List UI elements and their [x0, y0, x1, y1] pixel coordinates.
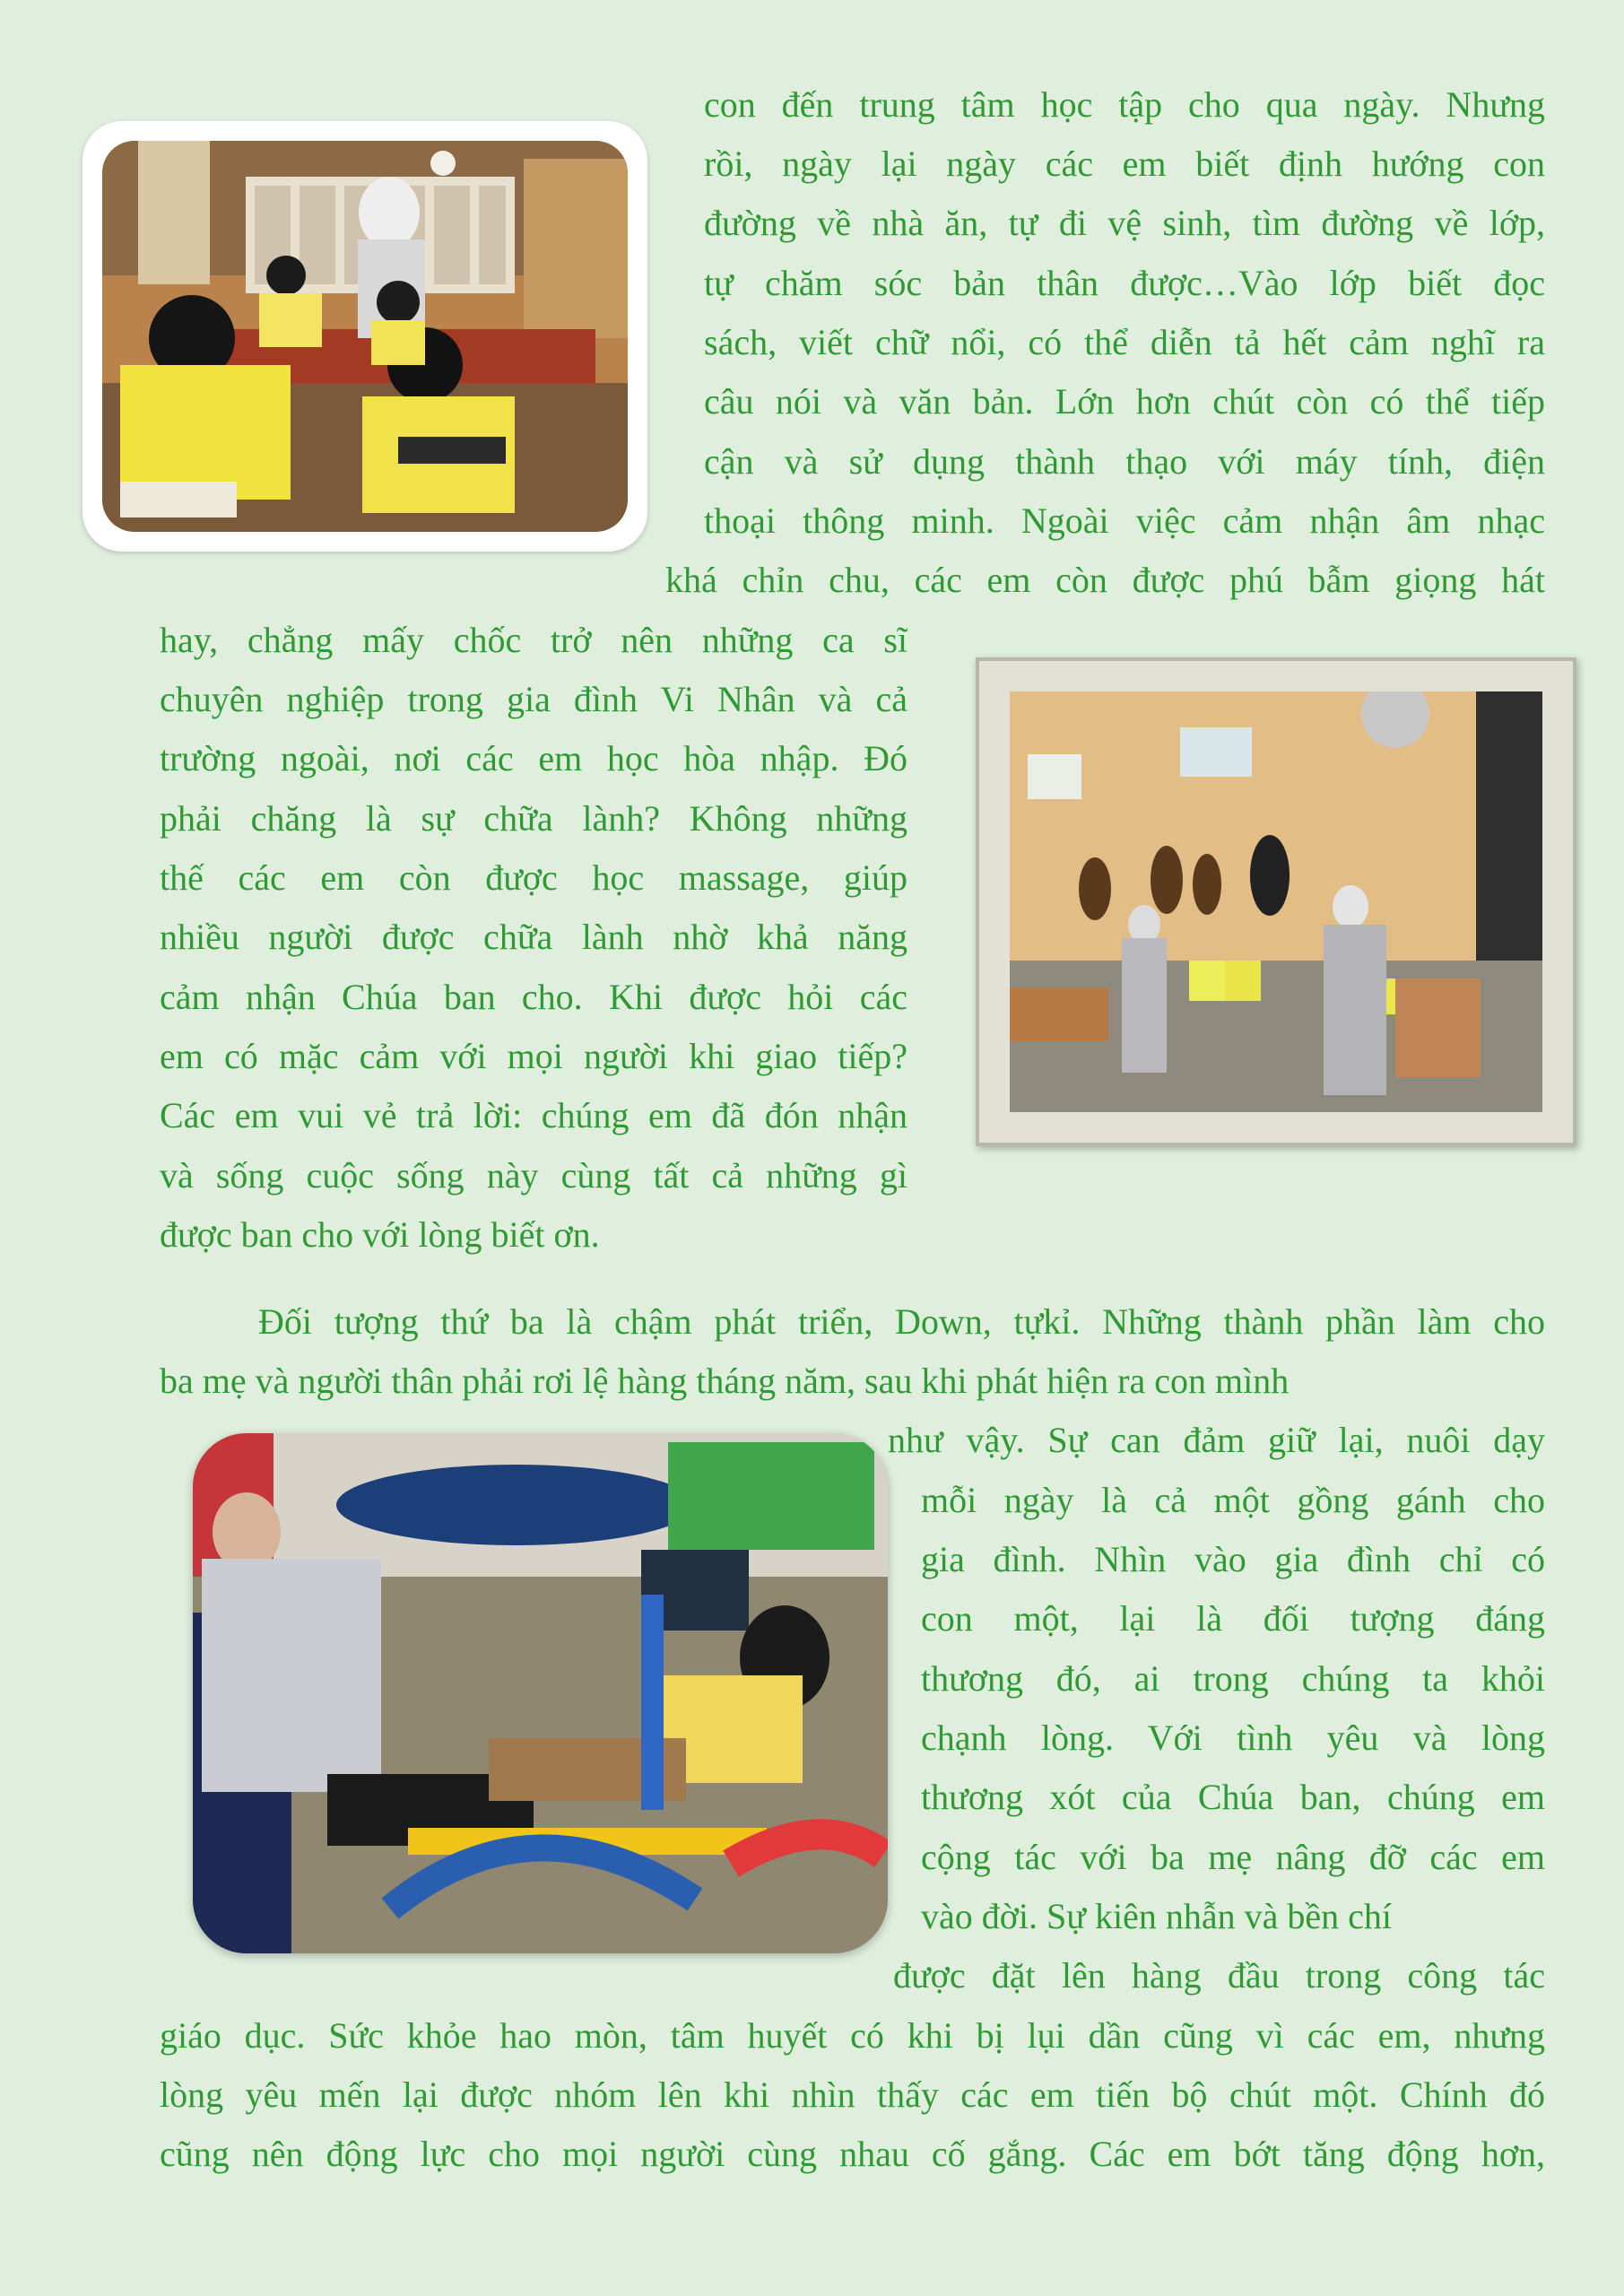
text-line: con một, lại là đối tượng đáng [921, 1598, 1545, 1639]
text-line: lòng yêu mến lại được nhóm lên khi nhìn thấy các em tiến bộ chút một. Chính đó [160, 2074, 1545, 2115]
text-line: và sống cuộc sống này cùng tất cả những gì [160, 1155, 908, 1196]
text-line: em có mặc cảm với mọi người khi giao tiếp? [160, 1036, 908, 1076]
text-line: mỗi ngày là cả một gồng gánh cho [921, 1480, 1545, 1520]
text-line: trường ngoài, nơi các em học hòa nhập. Đó [160, 738, 908, 778]
text-line: gia đình. Nhìn vào gia đình chỉ có [921, 1539, 1545, 1579]
text-line: con đến trung tâm học tập cho qua ngày. Nhưng [704, 84, 1545, 125]
text-line: hay, chẳng mấy chốc trở nên những ca sĩ [160, 620, 908, 660]
text-line: giáo dục. Sức khỏe hao mòn, tâm huyết có khi bị lụi dần cũng vì các em, nhưng [160, 2015, 1545, 2056]
text-line: chạnh lòng. Với tình yêu và lòng [921, 1718, 1545, 1758]
text-line: nhiều người được chữa lành nhờ khả năng [160, 917, 908, 957]
text-line: rồi, ngày lại ngày các em biết định hướng con [704, 144, 1545, 184]
classroom-braille-photo [102, 141, 628, 532]
text-line: cảm nhận Chúa ban cho. Khi được hỏi các [160, 977, 908, 1017]
text-line: Đối tượng thứ ba là chậm phát triển, Down, tựkỉ. Những thành phần làm cho [258, 1301, 1545, 1342]
therapy-room-photo [193, 1433, 888, 1953]
text-line: thương xót của Chúa ban, chúng em [921, 1777, 1545, 1817]
text-line: được ban cho với lòng biết ơn. [160, 1214, 600, 1255]
text-line: khá chỉn chu, các em còn được phú bẫm giọng hát [665, 560, 1545, 600]
text-line: cộng tác với ba mẹ nâng đỡ các em [921, 1837, 1545, 1877]
text-line: chuyên nghiệp trong gia đình Vi Nhân và cả [160, 679, 908, 719]
text-line: được đặt lên hàng đầu trong công tác [893, 1955, 1545, 1996]
text-line: thế các em còn được học massage, giúp [160, 857, 908, 898]
text-line: sách, viết chữ nổi, có thể diễn tả hết cảm nghĩ ra [704, 322, 1545, 362]
classroom-photo-frame [83, 121, 647, 552]
text-line: đường về nhà ăn, tự đi vệ sinh, tìm đường về lớp, [704, 203, 1545, 243]
text-line: ba mẹ và người thân phải rơi lệ hàng tháng năm, sau khi phát hiện ra con mình [160, 1361, 1290, 1401]
text-line: cận và sử dụng thành thạo với máy tính, điện [704, 441, 1545, 482]
text-line: vào đời. Sự kiên nhẫn và bền chí [921, 1896, 1392, 1936]
text-line: cũng nên động lực cho mọi người cùng nhau cố gắng. Các em bớt tăng động hơn, [160, 2134, 1545, 2174]
text-line: như vậy. Sự can đảm giữ lại, nuôi dạy [888, 1420, 1545, 1460]
music-room-photo [1010, 691, 1542, 1112]
text-line: Các em vui vẻ trả lời: chúng em đã đón nhận [160, 1095, 908, 1135]
text-line: thương đó, ai trong chúng ta khỏi [921, 1658, 1545, 1699]
text-line: thoại thông minh. Ngoài việc cảm nhận âm nhạc [704, 500, 1545, 541]
music-room-photo-frame [976, 657, 1576, 1146]
text-line: phải chăng là sự chữa lành? Không những [160, 798, 908, 839]
text-line: tự chăm sóc bản thân được…Vào lớp biết đọc [704, 263, 1545, 303]
text-line: câu nói và văn bản. Lớn hơn chút còn có thể tiếp [704, 381, 1545, 422]
